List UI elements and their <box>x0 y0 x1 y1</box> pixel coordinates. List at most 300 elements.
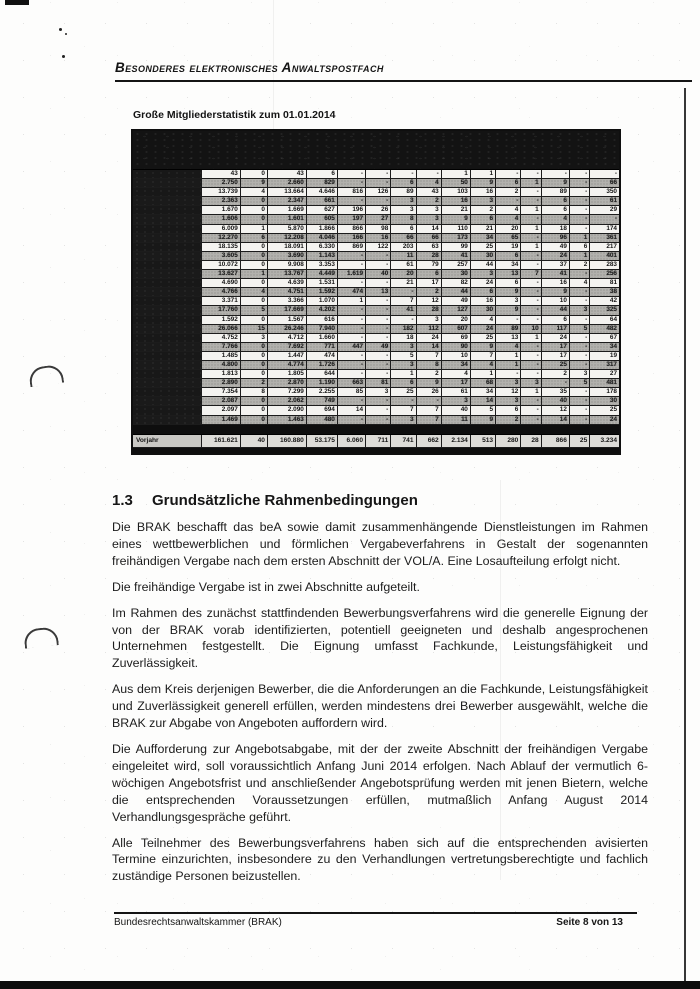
table-row <box>132 333 620 342</box>
value-cell: 4 <box>240 188 267 197</box>
value-cell: 866 <box>337 224 365 233</box>
value-cell: - <box>521 306 541 315</box>
value-cell: - <box>569 315 589 324</box>
value-cell: 0 <box>240 360 267 369</box>
value-cell: 829 <box>306 179 337 188</box>
value-cell: - <box>337 370 365 379</box>
value-cell: 869 <box>337 242 365 251</box>
value-cell: 627 <box>306 206 337 215</box>
value-cell: - <box>521 288 541 297</box>
table-row <box>132 379 620 388</box>
value-cell: 40 <box>240 434 267 447</box>
value-cell: 3.690 <box>267 251 306 260</box>
value-cell: 7.692 <box>267 342 306 351</box>
bottom-band-cell <box>132 447 620 454</box>
value-cell: 29 <box>590 206 620 215</box>
value-cell: 82 <box>441 279 470 288</box>
value-cell: 49 <box>441 297 470 306</box>
value-cell: 37 <box>541 260 569 269</box>
value-cell: 607 <box>441 324 470 333</box>
value-cell: 3 <box>569 370 589 379</box>
row-label-cell <box>132 415 201 424</box>
value-cell: 7 <box>416 415 441 424</box>
value-cell: 1.619 <box>337 270 365 279</box>
value-cell: 110 <box>441 224 470 233</box>
value-cell: 2.363 <box>201 197 240 206</box>
value-cell: 6 <box>496 179 521 188</box>
table-row <box>132 388 620 397</box>
value-cell: 2.347 <box>267 197 306 206</box>
value-cell: 3 <box>470 270 495 279</box>
value-cell: 1.447 <box>267 351 306 360</box>
body-paragraph: Aus dem Kreis derjenigen Bewerber, die die Anforderungen an die Fachkunde, Leistungsfähigkeit und Zuverlässigkeit generell erfüllen, werden mindestens drei Bewerber ausgewählt, welche die BRAK zur Abgabe von Angeboten auffordern wird. <box>112 682 648 731</box>
value-cell: 0 <box>240 297 267 306</box>
row-label-cell <box>132 206 201 215</box>
value-cell: - <box>337 415 365 424</box>
value-cell: 2 <box>470 206 495 215</box>
value-cell: 14 <box>416 224 441 233</box>
value-cell: 14 <box>470 397 495 406</box>
value-cell: 2 <box>541 370 569 379</box>
value-cell: - <box>590 170 620 179</box>
value-cell: 2.660 <box>267 179 306 188</box>
value-cell: 6 <box>391 224 416 233</box>
value-cell: 662 <box>416 434 441 447</box>
row-label-cell <box>132 333 201 342</box>
value-cell: 49 <box>366 342 391 351</box>
value-cell: 7.940 <box>306 324 337 333</box>
value-cell: - <box>337 279 365 288</box>
value-cell: 9 <box>541 179 569 188</box>
value-cell: 112 <box>416 324 441 333</box>
value-cell: 9 <box>496 306 521 315</box>
value-cell: 35 <box>541 388 569 397</box>
row-label-cell <box>132 288 201 297</box>
value-cell: 10 <box>541 297 569 306</box>
value-cell: 4.800 <box>201 360 240 369</box>
section-number: 1.3 <box>112 492 133 509</box>
section-title: Grundsätzliche Rahmenbedingungen <box>152 492 418 509</box>
value-cell: 4.639 <box>267 279 306 288</box>
table-row <box>132 179 620 188</box>
value-cell: 9 <box>441 215 470 224</box>
value-cell: 122 <box>366 242 391 251</box>
row-label-cell <box>132 342 201 351</box>
section-heading <box>112 492 648 509</box>
value-cell: 5 <box>569 324 589 333</box>
value-cell: - <box>416 397 441 406</box>
value-cell: - <box>569 333 589 342</box>
value-cell: 66 <box>416 233 441 242</box>
value-cell: 43 <box>267 170 306 179</box>
value-cell: 12 <box>416 297 441 306</box>
value-cell: 69 <box>441 333 470 342</box>
value-cell: 11 <box>441 415 470 424</box>
value-cell: 7 <box>391 406 416 415</box>
table-row <box>132 188 620 197</box>
value-cell: 42 <box>590 297 620 306</box>
value-cell: 1.866 <box>306 224 337 233</box>
value-cell: 401 <box>590 251 620 260</box>
value-cell: 4.751 <box>267 288 306 297</box>
value-cell: 25 <box>391 388 416 397</box>
value-cell: 325 <box>590 306 620 315</box>
value-cell: - <box>366 415 391 424</box>
scan-speck <box>65 33 67 35</box>
value-cell: 1.531 <box>306 279 337 288</box>
table-row <box>132 224 620 233</box>
value-cell: 18.135 <box>201 242 240 251</box>
row-label-cell <box>132 324 201 333</box>
row-label-cell <box>132 197 201 206</box>
value-cell: - <box>366 315 391 324</box>
row-label-cell <box>132 297 201 306</box>
value-cell: 17.760 <box>201 306 240 315</box>
value-cell: 25 <box>541 360 569 369</box>
value-cell: 117 <box>541 324 569 333</box>
value-cell: - <box>521 260 541 269</box>
value-cell: - <box>521 251 541 260</box>
value-cell: 474 <box>337 288 365 297</box>
value-cell: 1.813 <box>201 370 240 379</box>
value-cell: 25 <box>569 434 589 447</box>
value-cell: 14 <box>541 415 569 424</box>
value-cell: 4.766 <box>201 288 240 297</box>
value-cell: 182 <box>391 324 416 333</box>
value-cell: 90 <box>441 342 470 351</box>
row-label-cell <box>132 360 201 369</box>
value-cell: 26 <box>366 206 391 215</box>
value-cell: 447 <box>337 342 365 351</box>
value-cell: 1 <box>521 179 541 188</box>
separator-cell <box>132 424 620 434</box>
value-cell: 26.246 <box>267 324 306 333</box>
value-cell: 1.670 <box>201 206 240 215</box>
value-cell: 257 <box>441 260 470 269</box>
value-cell: 166 <box>337 233 365 242</box>
value-cell: - <box>521 279 541 288</box>
value-cell: - <box>590 215 620 224</box>
value-cell: 127 <box>441 306 470 315</box>
value-cell: 13 <box>496 270 521 279</box>
value-cell: 1 <box>470 170 495 179</box>
value-cell: 1 <box>240 270 267 279</box>
value-cell: 40 <box>541 397 569 406</box>
table-separator-row <box>132 424 620 434</box>
value-cell: - <box>366 260 391 269</box>
value-cell: 21 <box>470 224 495 233</box>
table-row <box>132 351 620 360</box>
value-cell: 4 <box>240 288 267 297</box>
value-cell: - <box>391 170 416 179</box>
value-cell: 644 <box>306 370 337 379</box>
row-label-cell <box>132 315 201 324</box>
value-cell: 44 <box>441 288 470 297</box>
value-cell: - <box>569 406 589 415</box>
value-cell: - <box>366 360 391 369</box>
value-cell: - <box>337 351 365 360</box>
value-cell: 3 <box>391 197 416 206</box>
footer-page-number: Seite 8 von 13 <box>556 917 623 928</box>
value-cell: 13.739 <box>201 188 240 197</box>
value-cell: 1 <box>337 297 365 306</box>
value-cell: 280 <box>496 434 521 447</box>
value-cell: 771 <box>306 342 337 351</box>
value-cell: 20 <box>496 224 521 233</box>
value-cell: 0 <box>240 415 267 424</box>
value-cell: 1.469 <box>201 415 240 424</box>
value-cell: 15 <box>240 324 267 333</box>
value-cell: - <box>569 360 589 369</box>
value-cell: 4 <box>496 342 521 351</box>
value-cell: 6 <box>240 233 267 242</box>
body-paragraph: Die BRAK beschafft das beA sowie damit zusammenhängende Dienstleistungen im Rahmen eines wettbewerblichen und förmlichen Vergabeverfahrens in Gestalt der sogenannten freihändigen Vergabe nach dem ersten Abschnitt der VOL/A. Eine Losaufteilung erfolgt nicht. <box>112 520 648 568</box>
value-cell: - <box>521 297 541 306</box>
value-cell: - <box>366 406 391 415</box>
value-cell: 1.592 <box>306 288 337 297</box>
value-cell: 0 <box>240 370 267 379</box>
value-cell: 17.669 <box>267 306 306 315</box>
row-label-cell <box>132 379 201 388</box>
value-cell: 361 <box>590 233 620 242</box>
value-cell: 161.621 <box>201 434 240 447</box>
value-cell: 3 <box>391 206 416 215</box>
table-row <box>132 297 620 306</box>
scan-bottom-band <box>0 981 700 989</box>
value-cell: 61 <box>391 260 416 269</box>
value-cell: 2 <box>240 379 267 388</box>
value-cell: 0 <box>240 397 267 406</box>
value-cell: 64 <box>590 315 620 324</box>
value-cell: 616 <box>306 315 337 324</box>
value-cell: 3 <box>569 306 589 315</box>
value-cell: 50 <box>441 179 470 188</box>
value-cell: 663 <box>337 379 365 388</box>
row-label-cell <box>132 370 201 379</box>
value-cell: 4.046 <box>306 233 337 242</box>
value-cell: 3 <box>391 342 416 351</box>
value-cell: 1 <box>441 170 470 179</box>
statistics-table-body <box>132 170 620 454</box>
handwritten-arc-mark <box>28 364 64 388</box>
value-cell: - <box>521 215 541 224</box>
value-cell: - <box>496 315 521 324</box>
table-row <box>132 315 620 324</box>
value-cell: 19 <box>496 242 521 251</box>
value-cell: 2 <box>496 188 521 197</box>
value-cell: 28 <box>416 306 441 315</box>
value-cell: 89 <box>496 324 521 333</box>
value-cell: 3.605 <box>201 251 240 260</box>
value-cell: 6.330 <box>306 242 337 251</box>
value-cell: 9 <box>470 342 495 351</box>
value-cell: 9 <box>541 288 569 297</box>
value-cell: 350 <box>590 188 620 197</box>
value-cell: 4 <box>470 360 495 369</box>
value-cell: 5.870 <box>267 224 306 233</box>
scan-speck <box>62 55 65 58</box>
value-cell: 1.190 <box>306 379 337 388</box>
value-cell: 7 <box>521 270 541 279</box>
value-cell: 816 <box>337 188 365 197</box>
value-cell: 8 <box>240 388 267 397</box>
value-cell: 9 <box>240 179 267 188</box>
row-label-cell <box>132 224 201 233</box>
value-cell: - <box>337 251 365 260</box>
value-cell: 0 <box>240 342 267 351</box>
value-cell: 20 <box>391 270 416 279</box>
table-bottom-band <box>132 447 620 454</box>
value-cell: 3.234 <box>590 434 620 447</box>
value-cell: 6 <box>391 379 416 388</box>
table-row <box>132 260 620 269</box>
value-cell: 283 <box>590 260 620 269</box>
value-cell: 40 <box>366 270 391 279</box>
value-cell: 1.606 <box>201 215 240 224</box>
value-cell: 41 <box>391 306 416 315</box>
value-cell: 98 <box>366 224 391 233</box>
table-row <box>132 206 620 215</box>
table-row <box>132 360 620 369</box>
value-cell: 85 <box>337 388 365 397</box>
value-cell: 27 <box>590 370 620 379</box>
body-paragraph: Die Aufforderung zur Angebotsabgabe, mit der der zweite Abschnitt der freihändigen Vergabe eingeleitet wird, soll voraussichtlich Anfang Juni 2014 erfolgen. Nach Ablauf der vermutlich 6-wöchigen Angebotsfrist und anschließender Angebotsprüfung werden mit jenen Bietern, welche die entsprechenden Voraussetzungen erfüllen, mutmaßlich Anfang August 2014 Verhandlungsgespräche geführt. <box>112 741 648 824</box>
value-cell: - <box>569 170 589 179</box>
value-cell: 16 <box>366 233 391 242</box>
value-cell: 4 <box>569 279 589 288</box>
value-cell: 9.908 <box>267 260 306 269</box>
value-cell: 43 <box>416 188 441 197</box>
value-cell: - <box>569 197 589 206</box>
value-cell: - <box>569 397 589 406</box>
value-cell: 2.097 <box>201 406 240 415</box>
value-cell: 89 <box>541 188 569 197</box>
value-cell: 19 <box>590 351 620 360</box>
value-cell: 68 <box>470 379 495 388</box>
value-cell: - <box>366 170 391 179</box>
value-cell: 4.202 <box>306 306 337 315</box>
value-cell: 1.485 <box>201 351 240 360</box>
value-cell: 6 <box>416 270 441 279</box>
value-cell: 8 <box>416 360 441 369</box>
value-cell: 6 <box>541 206 569 215</box>
value-cell: - <box>521 360 541 369</box>
value-cell: 256 <box>590 270 620 279</box>
value-cell: 26.066 <box>201 324 240 333</box>
row-label-cell <box>132 179 201 188</box>
value-cell: 0 <box>240 215 267 224</box>
value-cell: 0 <box>240 315 267 324</box>
value-cell: 17 <box>416 279 441 288</box>
value-cell: 317 <box>590 360 620 369</box>
value-cell: 5 <box>391 351 416 360</box>
value-cell: 4.449 <box>306 270 337 279</box>
value-cell: - <box>337 260 365 269</box>
value-cell: 24 <box>416 333 441 342</box>
value-cell: - <box>569 297 589 306</box>
value-cell: 44 <box>541 306 569 315</box>
value-cell: 2 <box>416 288 441 297</box>
value-cell: 9 <box>496 288 521 297</box>
value-cell: 1.143 <box>306 251 337 260</box>
value-cell: - <box>569 351 589 360</box>
value-cell: 1.592 <box>201 315 240 324</box>
value-cell: 3.371 <box>201 297 240 306</box>
value-cell: 65 <box>496 233 521 242</box>
value-cell: 2.870 <box>267 379 306 388</box>
value-cell: 24 <box>541 333 569 342</box>
value-cell: 34 <box>470 233 495 242</box>
value-cell: 13.627 <box>201 270 240 279</box>
value-cell: 1 <box>521 242 541 251</box>
value-cell: 24 <box>470 279 495 288</box>
value-cell: 1 <box>569 233 589 242</box>
value-cell: 38 <box>590 288 620 297</box>
value-cell: 61 <box>441 388 470 397</box>
value-cell: 7 <box>391 297 416 306</box>
value-cell: 0 <box>240 279 267 288</box>
footer-organization: Bundesrechtsanwaltskammer (BRAK) <box>114 917 282 928</box>
value-cell: 1.726 <box>306 360 337 369</box>
value-cell: - <box>337 397 365 406</box>
value-cell: 1 <box>470 370 495 379</box>
value-cell: 4.690 <box>201 279 240 288</box>
value-cell: 18.091 <box>267 242 306 251</box>
value-cell: 0 <box>240 206 267 215</box>
value-cell: 694 <box>306 406 337 415</box>
value-cell: 34 <box>441 360 470 369</box>
value-cell: 6 <box>496 406 521 415</box>
value-cell: 18 <box>541 224 569 233</box>
value-cell: 30 <box>441 270 470 279</box>
value-cell: 3 <box>366 388 391 397</box>
document-header-title: Besonderes elektronisches Anwaltspostfach <box>115 60 692 82</box>
value-cell: 0 <box>240 197 267 206</box>
document-footer <box>114 912 637 928</box>
value-cell: 12 <box>541 406 569 415</box>
value-cell: 126 <box>366 188 391 197</box>
scan-speck <box>59 28 62 31</box>
value-cell: 1.070 <box>306 297 337 306</box>
value-cell: 0 <box>240 170 267 179</box>
value-cell: - <box>521 415 541 424</box>
value-cell: 178 <box>590 388 620 397</box>
value-cell: 81 <box>366 379 391 388</box>
value-cell: 63 <box>416 242 441 251</box>
row-label-cell <box>132 233 201 242</box>
value-cell: 0 <box>240 406 267 415</box>
value-cell: - <box>569 415 589 424</box>
value-cell: 5 <box>569 379 589 388</box>
value-cell: - <box>541 170 569 179</box>
value-cell: 3.366 <box>267 297 306 306</box>
value-cell: - <box>366 306 391 315</box>
value-cell: 9 <box>470 179 495 188</box>
value-cell: 6 <box>496 279 521 288</box>
value-cell: 6 <box>496 251 521 260</box>
table-title: Große Mitgliederstatistik zum 01.01.2014 <box>133 109 336 121</box>
value-cell: - <box>496 170 521 179</box>
value-cell: 6 <box>470 288 495 297</box>
value-cell: 6 <box>470 215 495 224</box>
table-row <box>132 233 620 242</box>
value-cell: - <box>366 333 391 342</box>
value-cell: 2 <box>569 260 589 269</box>
value-cell: 10.072 <box>201 260 240 269</box>
value-cell: 13.767 <box>267 270 306 279</box>
value-cell: 482 <box>590 324 620 333</box>
value-cell: - <box>337 333 365 342</box>
